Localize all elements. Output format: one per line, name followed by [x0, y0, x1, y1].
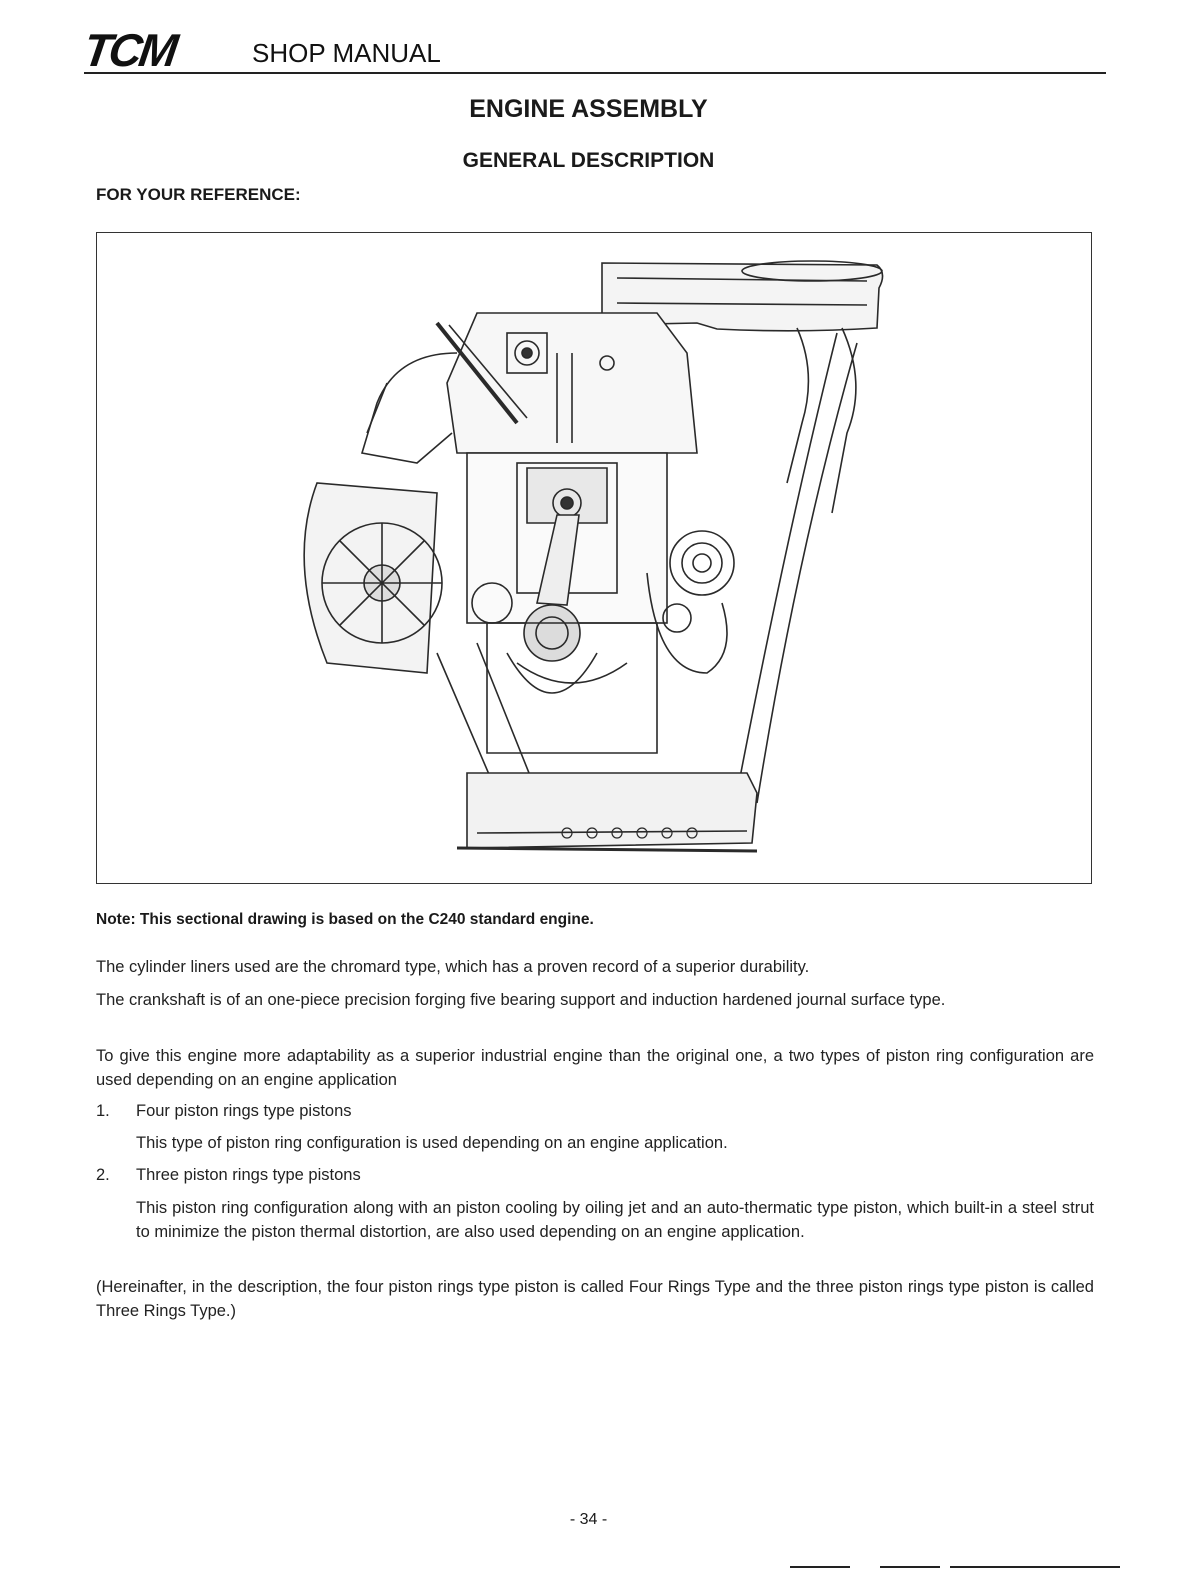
footer-rule — [950, 1566, 1120, 1568]
paragraph-adaptability: To give this engine more adaptability as a superior industrial engine than the original one, a two types of piston ring configuration are used depending on an engine application — [96, 1047, 1094, 1089]
reference-label: FOR YOUR REFERENCE: — [96, 185, 301, 204]
list-item-number: 2. — [96, 1166, 110, 1184]
page-header — [80, 24, 1106, 76]
figure-note: Note: This sectional drawing is based on the C240 standard engine. — [96, 911, 594, 928]
section-title: ENGINE ASSEMBLY — [469, 95, 708, 123]
footer-rule — [790, 1566, 850, 1568]
list-item-description: This type of piston ring configuration is used depending on an engine application. — [136, 1134, 728, 1152]
engine-sectional-drawing-icon — [97, 233, 1091, 883]
list-item-label: Three piston rings type pistons — [136, 1166, 361, 1184]
list-item-number: 1. — [96, 1102, 110, 1120]
page-number: - 34 - — [569, 1511, 608, 1528]
section-subtitle: GENERAL DESCRIPTION — [462, 149, 715, 172]
list-item-label: Four piston rings type pistons — [136, 1102, 352, 1120]
tcm-logo: TCM — [80, 24, 179, 76]
footer-rule — [880, 1566, 940, 1568]
paragraph-closing: (Hereinafter, in the description, the four piston rings type piston is called Four Rings Type and the three piston rings type piston is called Three Rings Type.) — [96, 1278, 1094, 1320]
paragraph-crankshaft: The crankshaft is of an one-piece precision forging five bearing support and induction hardened journal surface type. — [96, 991, 946, 1009]
header-title: SHOP MANUAL — [252, 38, 441, 68]
engine-figure — [96, 232, 1092, 884]
paragraph-cylinder-liners: The cylinder liners used are the chromard type, which has a proven record of a superior durability. — [96, 958, 810, 976]
list-item-description: This piston ring configuration along with an piston cooling by oiling jet and an auto-thermatic type piston, which built-in a steel strut to minimize the piston thermal distortion, are also used depending on an engine application. — [136, 1199, 1094, 1241]
